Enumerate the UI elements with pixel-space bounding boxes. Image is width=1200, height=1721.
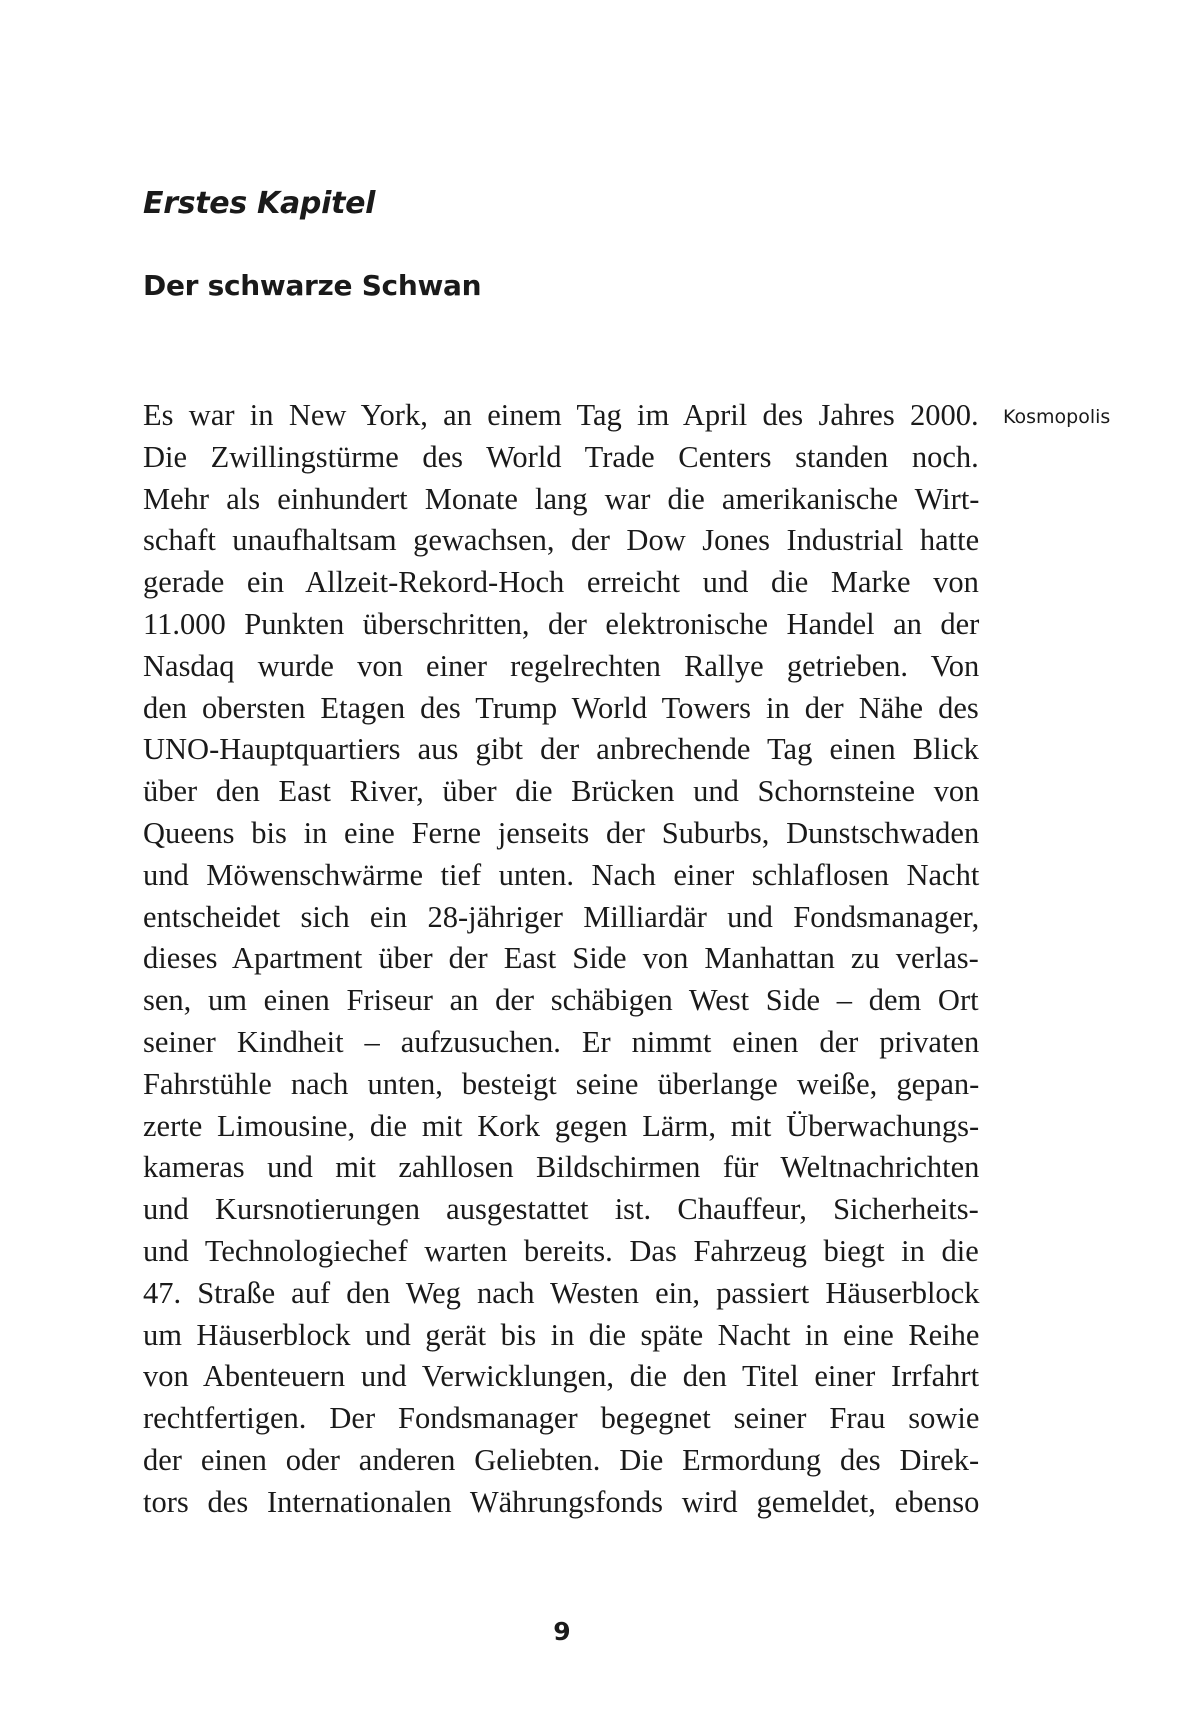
text-line: Fahrstühle nach unten, besteigt seine überlange weiße, gepan- xyxy=(143,1066,980,1101)
text-line: Mehr als einhundert Monate lang war die amerikanische Wirt- xyxy=(143,481,980,516)
text-line: zerte Limousine, die mit Kork gegen Lärm, mit Überwachungs- xyxy=(143,1108,980,1143)
text-line: 11.000 Punkten überschritten, der elektronische Handel an der xyxy=(143,606,980,641)
text-line: um Häuserblock und gerät bis in die späte Nacht in eine Reihe xyxy=(143,1317,980,1352)
text-line: den obersten Etagen des Trump World Towers in der Nähe des xyxy=(143,690,979,725)
text-line: rechtfertigen. Der Fondsmanager begegnet seiner Frau sowie xyxy=(143,1401,980,1436)
text-line: UNO-Hauptquartiers aus gibt der anbrechende Tag einen Blick xyxy=(143,732,979,767)
text-line: sen, um einen Friseur an der schäbigen West Side – dem Ort xyxy=(143,983,979,1018)
text-line: 47. Straße auf den Weg nach Westen ein, passiert Häuserblock xyxy=(143,1275,980,1310)
body-paragraph xyxy=(143,395,979,1524)
text-line: dieses Apartment über der East Side von Manhattan zu verlas- xyxy=(143,941,979,976)
text-line: schaft unaufhaltsam gewachsen, der Dow Jones Industrial hatte xyxy=(143,523,980,558)
text-line: und Möwenschwärme tief unten. Nach einer schlaflosen Nacht xyxy=(143,857,980,892)
text-line: Die Zwillingstürme des World Trade Centers standen noch. xyxy=(143,439,979,474)
margin-note: Kosmopolis xyxy=(1003,406,1111,428)
text-line: tors des Internationalen Währungsfonds wird gemeldet, ebenso xyxy=(143,1484,980,1519)
text-line: Nasdaq wurde von einer regelrechten Rallye getrieben. Von xyxy=(143,648,980,683)
text-line: der einen oder anderen Geliebten. Die Ermordung des Direk- xyxy=(143,1442,980,1477)
text-line: seiner Kindheit – aufzusuchen. Er nimmt einen der privaten xyxy=(143,1024,980,1059)
text-line: von Abenteuern und Verwicklungen, die den Titel einer Irrfahrt xyxy=(143,1359,980,1394)
text-line: Es war in New York, an einem Tag im April des Jahres 2000. xyxy=(143,398,979,432)
text-line: kameras und mit zahllosen Bildschirmen für Weltnachrichten xyxy=(143,1150,980,1185)
text-line: und Kursnotierungen ausgestattet ist. Chauffeur, Sicherheits- xyxy=(143,1192,979,1227)
text-line: und Technologiechef warten bereits. Das Fahrzeug biegt in die xyxy=(143,1233,979,1268)
text-line: entscheidet sich ein 28-jähriger Milliardär und Fondsmanager, xyxy=(143,899,980,934)
chapter-label: Erstes Kapitel xyxy=(143,186,376,221)
chapter-title: Der schwarze Schwan xyxy=(143,269,482,302)
page-number: 9 xyxy=(553,1617,571,1646)
text-line: Queens bis in eine Ferne jenseits der Suburbs, Dunstschwaden xyxy=(143,815,980,850)
text-line: gerade ein Allzeit-Rekord-Hoch erreicht und die Marke von xyxy=(143,565,979,600)
text-line: über den East River, über die Brücken und Schornsteine von xyxy=(143,774,980,809)
